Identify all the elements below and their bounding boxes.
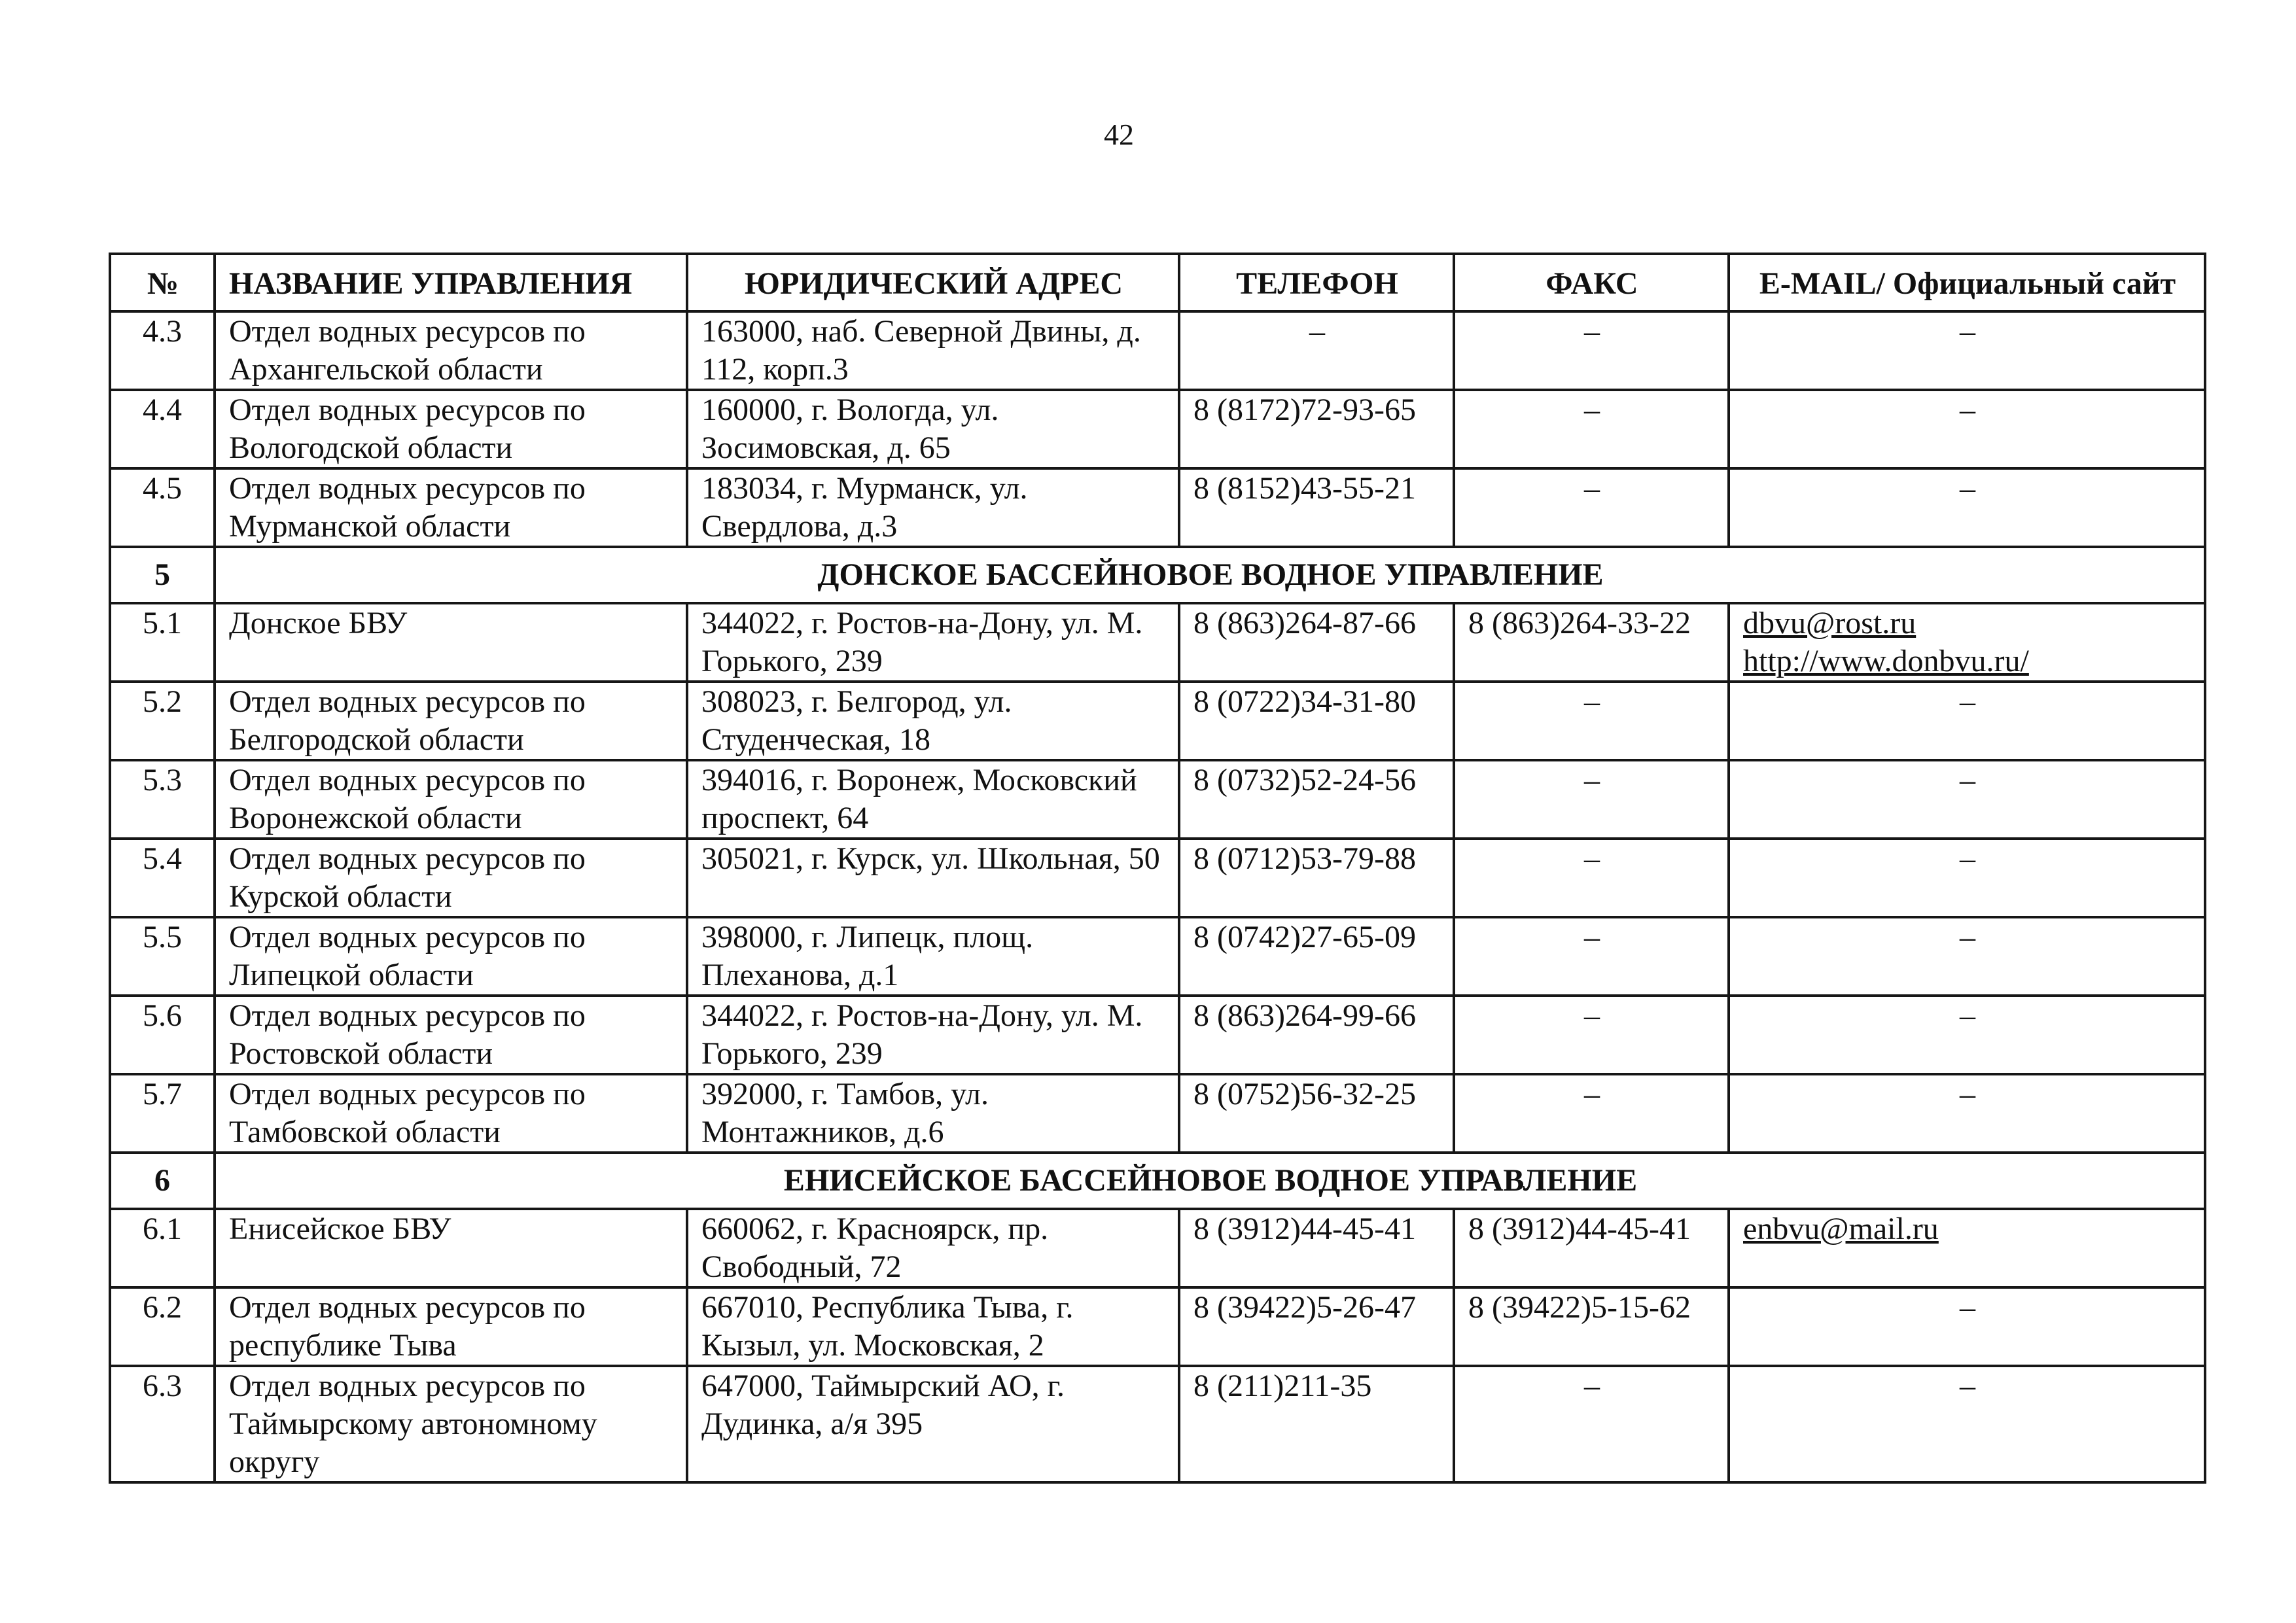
email-link[interactable]: dbvu@rost.ru <box>1743 606 1916 640</box>
office-fax: – <box>1454 917 1729 996</box>
table-row <box>110 1287 2205 1366</box>
office-phone: 8 (8152)43-55-21 <box>1179 468 1454 547</box>
section-number: 5 <box>110 547 215 603</box>
section-title: ЕНИСЕЙСКОЕ БАССЕЙНОВОЕ ВОДНОЕ УПРАВЛЕНИЕ <box>215 1153 2205 1209</box>
office-phone: 8 (863)264-99-66 <box>1179 996 1454 1074</box>
offices-table <box>109 253 2206 1484</box>
email-empty: – <box>1960 471 1975 506</box>
row-number: 5.1 <box>110 603 215 682</box>
email-empty: – <box>1960 1290 1975 1325</box>
office-fax: – <box>1454 760 1729 839</box>
email-empty: – <box>1960 763 1975 797</box>
table-row <box>110 917 2205 996</box>
office-email-site <box>1729 1366 2205 1482</box>
office-phone: 8 (0732)52-24-56 <box>1179 760 1454 839</box>
office-fax: 8 (863)264-33-22 <box>1454 603 1729 682</box>
office-email-site <box>1729 682 2205 760</box>
office-name: Отдел водных ресурсов по Мурманской области <box>215 468 687 547</box>
row-number: 5.7 <box>110 1074 215 1153</box>
office-phone: 8 (211)211-35 <box>1179 1366 1454 1482</box>
office-address: 647000, Таймырский АО, г. Дудинка, а/я 395 <box>687 1366 1179 1482</box>
office-email-site <box>1729 996 2205 1074</box>
office-fax: – <box>1454 682 1729 760</box>
office-name: Отдел водных ресурсов по Липецкой области <box>215 917 687 996</box>
email-empty: – <box>1960 998 1975 1033</box>
office-email-site <box>1729 603 2205 682</box>
header-num: № <box>110 254 215 311</box>
header-phone: ТЕЛЕФОН <box>1179 254 1454 311</box>
email-empty: – <box>1960 1369 1975 1403</box>
office-fax: 8 (3912)44-45-41 <box>1454 1209 1729 1287</box>
office-name: Отдел водных ресурсов по Таймырскому автономному округу <box>215 1366 687 1482</box>
section-row <box>110 547 2205 603</box>
table-row <box>110 1074 2205 1153</box>
header-address: ЮРИДИЧЕСКИЙ АДРЕС <box>687 254 1179 311</box>
office-fax: – <box>1454 839 1729 917</box>
office-name: Отдел водных ресурсов по Ростовской области <box>215 996 687 1074</box>
section-number: 6 <box>110 1153 215 1209</box>
office-name: Отдел водных ресурсов по Белгородской области <box>215 682 687 760</box>
office-name: Отдел водных ресурсов по Вологодской области <box>215 390 687 468</box>
office-address: 660062, г. Красноярск, пр. Свободный, 72 <box>687 1209 1179 1287</box>
office-email-site <box>1729 760 2205 839</box>
table-row <box>110 760 2205 839</box>
row-number: 4.4 <box>110 390 215 468</box>
row-number: 5.2 <box>110 682 215 760</box>
page-number: 42 <box>1104 118 1134 151</box>
table-row <box>110 1366 2205 1482</box>
row-number: 5.5 <box>110 917 215 996</box>
office-address: 183034, г. Мурманск, ул. Свердлова, д.3 <box>687 468 1179 547</box>
office-fax: 8 (39422)5-15-62 <box>1454 1287 1729 1366</box>
office-name: Отдел водных ресурсов по республике Тыва <box>215 1287 687 1366</box>
office-phone: 8 (39422)5-26-47 <box>1179 1287 1454 1366</box>
section-title: ДОНСКОЕ БАССЕЙНОВОЕ ВОДНОЕ УПРАВЛЕНИЕ <box>215 547 2205 603</box>
table-body <box>110 311 2205 1482</box>
office-phone: 8 (0722)34-31-80 <box>1179 682 1454 760</box>
row-number: 5.3 <box>110 760 215 839</box>
email-empty: – <box>1960 393 1975 427</box>
section-row <box>110 1153 2205 1209</box>
office-name: Отдел водных ресурсов по Воронежской области <box>215 760 687 839</box>
office-name: Отдел водных ресурсов по Архангельской области <box>215 311 687 390</box>
office-address: 398000, г. Липецк, площ. Плеханова, д.1 <box>687 917 1179 996</box>
office-email-site <box>1729 839 2205 917</box>
office-email-site <box>1729 468 2205 547</box>
row-number: 5.6 <box>110 996 215 1074</box>
office-fax: – <box>1454 468 1729 547</box>
office-address: 344022, г. Ростов-на-Дону, ул. М. Горького, 239 <box>687 603 1179 682</box>
header-email: E-MAIL/ Официальный сайт <box>1729 254 2205 311</box>
office-name: Отдел водных ресурсов по Тамбовской области <box>215 1074 687 1153</box>
office-address: 305021, г. Курск, ул. Школьная, 50 <box>687 839 1179 917</box>
office-address: 394016, г. Воронеж, Московский проспект, 64 <box>687 760 1179 839</box>
office-fax: – <box>1454 996 1729 1074</box>
office-name: Енисейское БВУ <box>215 1209 687 1287</box>
office-fax: – <box>1454 1074 1729 1153</box>
email-link[interactable]: enbvu@mail.ru <box>1743 1212 1939 1246</box>
office-email-site <box>1729 1287 2205 1366</box>
table-row <box>110 390 2205 468</box>
row-number: 4.5 <box>110 468 215 547</box>
table-row <box>110 311 2205 390</box>
email-empty: – <box>1960 684 1975 719</box>
table-row <box>110 1209 2205 1287</box>
office-phone: 8 (8172)72-93-65 <box>1179 390 1454 468</box>
office-email-site <box>1729 1074 2205 1153</box>
office-phone: 8 (0752)56-32-25 <box>1179 1074 1454 1153</box>
office-address: 163000, наб. Северной Двины, д. 112, корп.3 <box>687 311 1179 390</box>
row-number: 4.3 <box>110 311 215 390</box>
header-fax: ФАКС <box>1454 254 1729 311</box>
row-number: 6.3 <box>110 1366 215 1482</box>
office-address: 392000, г. Тамбов, ул. Монтажников, д.6 <box>687 1074 1179 1153</box>
office-phone: 8 (0712)53-79-88 <box>1179 839 1454 917</box>
office-email-site <box>1729 1209 2205 1287</box>
row-number: 6.1 <box>110 1209 215 1287</box>
office-address: 344022, г. Ростов-на-Дону, ул. М. Горького, 239 <box>687 996 1179 1074</box>
table-row <box>110 682 2205 760</box>
office-phone: – <box>1179 311 1454 390</box>
office-name: Отдел водных ресурсов по Курской области <box>215 839 687 917</box>
office-phone: 8 (3912)44-45-41 <box>1179 1209 1454 1287</box>
table-row <box>110 996 2205 1074</box>
table-row <box>110 468 2205 547</box>
table-header-row <box>110 254 2205 311</box>
header-name: НАЗВАНИЕ УПРАВЛЕНИЯ <box>215 254 687 311</box>
office-email-site <box>1729 917 2205 996</box>
office-email-site <box>1729 311 2205 390</box>
email-empty: – <box>1960 1077 1975 1111</box>
office-address: 160000, г. Вологда, ул. Зосимовская, д. 65 <box>687 390 1179 468</box>
office-address: 667010, Республика Тыва, г. Кызыл, ул. Московская, 2 <box>687 1287 1179 1366</box>
office-fax: – <box>1454 390 1729 468</box>
email-empty: – <box>1960 841 1975 876</box>
email-empty: – <box>1960 314 1975 349</box>
office-phone: 8 (0742)27-65-09 <box>1179 917 1454 996</box>
table-row <box>110 839 2205 917</box>
office-address: 308023, г. Белгород, ул. Студенческая, 18 <box>687 682 1179 760</box>
office-fax: – <box>1454 1366 1729 1482</box>
office-email-site <box>1729 390 2205 468</box>
office-fax: – <box>1454 311 1729 390</box>
table-row <box>110 603 2205 682</box>
website-link[interactable]: http://www.donbvu.ru/ <box>1743 644 2029 678</box>
office-phone: 8 (863)264-87-66 <box>1179 603 1454 682</box>
row-number: 5.4 <box>110 839 215 917</box>
office-name: Донское БВУ <box>215 603 687 682</box>
row-number: 6.2 <box>110 1287 215 1366</box>
email-empty: – <box>1960 920 1975 954</box>
